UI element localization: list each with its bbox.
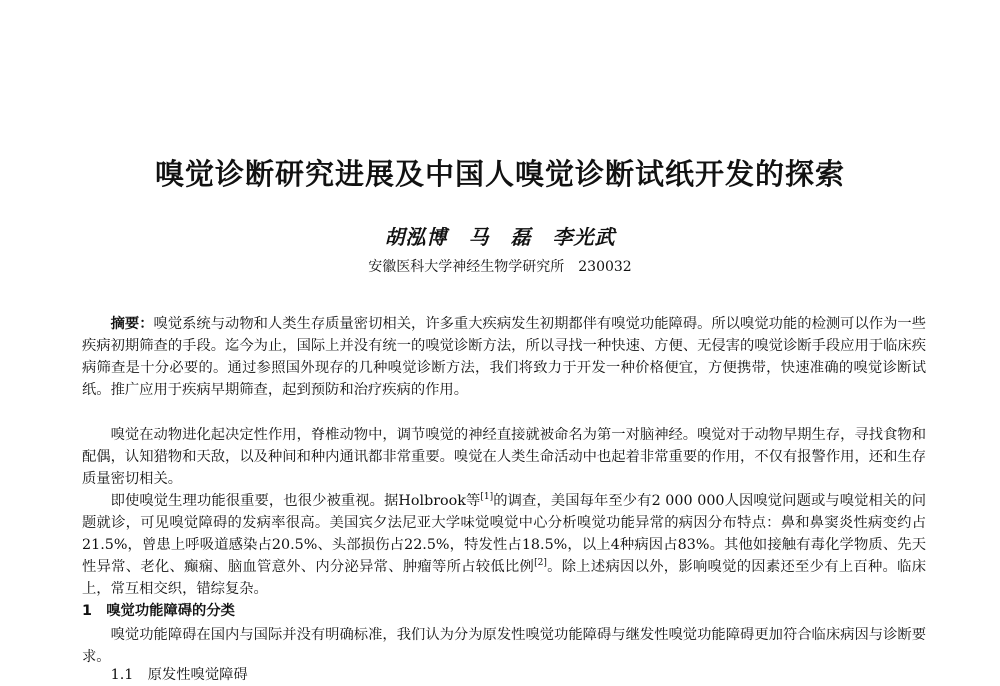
- abstract-text: 嗅觉系统与动物和人类生存质量密切相关，许多重大疾病发生初期都伴有嗅觉功能障碍。所以嗅觉功能的检测可以作为一些疾病初期筛查的手段。迄今为止，国际上并没有统一的嗅觉诊断方法，所以寻找一种快速、方便、无侵害的嗅觉诊断手段应用于临床疾病筛查是十分必要的。通过参照国外现存的几种嗅觉诊断方法，我们将致力于开发一种价格便宜，方便携带，快速准确的嗅觉诊断试纸。推广应用于疾病早期筛查，起到预防和治疗疾病的作用。: [82, 316, 926, 398]
- section-1-paragraph: 嗅觉功能障碍在国内与国际并没有明确标准，我们认为分为原发性嗅觉功能障碍与继发性嗅觉功能障碍更加符合临床病因与诊断要求。: [82, 627, 926, 665]
- section-1-body: [82, 624, 926, 668]
- body-paragraph-2: [82, 490, 926, 600]
- citation-ref-2: [2]: [534, 558, 547, 569]
- section-heading-1: 1 嗅觉功能障碍的分类: [82, 603, 235, 619]
- abstract: [82, 313, 926, 401]
- author-list: 胡泓博 马 磊 李光武: [384, 225, 616, 249]
- cutoff-subheading: 1.1 原发性嗅觉障碍: [110, 667, 248, 683]
- abstract-paragraph: [82, 313, 926, 401]
- para2-text-c: 。除上述病因以外，影响嗅觉的因素还至少有上百种。临床上，常互相交织，错综复杂。: [82, 559, 927, 597]
- para2-text-a: 即使嗅觉生理功能很重要，也很少被重视。据Holbrook等: [110, 493, 481, 509]
- para2-text-b: 的调查，美国每年至少有2 000 000人因嗅觉问题或与嗅觉相关的问题就诊，可见嗅觉障碍的发病率很高。美国宾夕法尼亚大学味觉嗅觉中心分析嗅觉功能异常的病因分布特点：鼻和鼻窦炎性病变约占21.5%，曾患上呼吸道感染占20.5%、头部损伤占22.5%，特发性占18.5%，以上4种病因占83%。其他如接触有毒化学物质、先天性异常、老化、癫痫、脑血管意外、内分泌异常、肿瘤等所占较低比例: [82, 493, 926, 575]
- abstract-label: 摘要：: [110, 316, 154, 332]
- citation-ref-1: [1]: [480, 492, 494, 503]
- body-intro: [82, 424, 926, 600]
- paper-title: 嗅觉诊断研究进展及中国人嗅觉诊断试纸开发的探索: [154, 157, 845, 191]
- body-paragraph-1: 嗅觉在动物进化起决定性作用，脊椎动物中，调节嗅觉的神经直接就被命名为第一对脑神经。嗅觉对于动物早期生存，寻找食物和配偶，认知猎物和天敌，以及种间和种内通讯都非常重要。嗅觉在人类生命活动中也起着非常重要的作用，不仅有报警作用，还和生存质量密切相关。: [82, 427, 926, 487]
- author-affiliation: 安徽医科大学神经生物学研究所 230032: [368, 259, 632, 275]
